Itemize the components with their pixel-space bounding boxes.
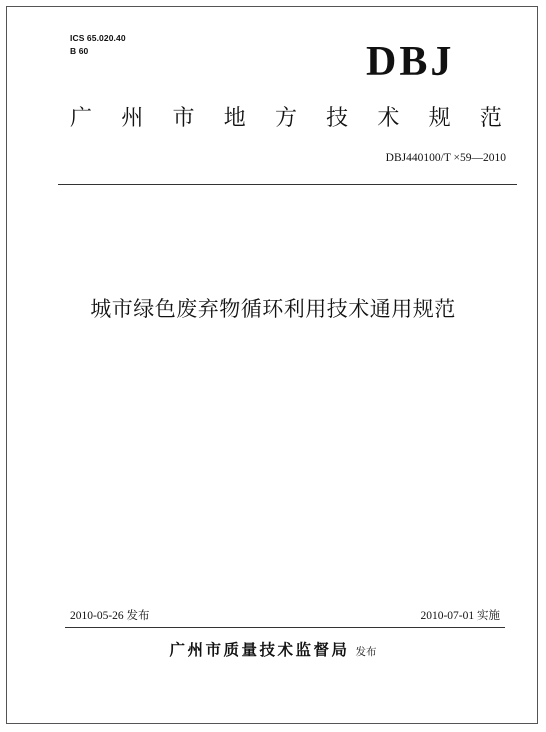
classification-codes xyxy=(70,32,126,58)
category-char: 广 xyxy=(70,106,93,131)
category-char: 方 xyxy=(274,106,297,131)
publisher-line xyxy=(0,638,546,660)
ics-code: ICS 65.020.40 xyxy=(70,33,126,43)
effective-date: 2010-07-01 实施 xyxy=(420,610,500,622)
standard-category xyxy=(70,104,502,134)
footer-divider xyxy=(65,627,505,628)
document-title: 城市绿色废弃物循环利用技术通用规范 xyxy=(90,297,456,321)
category-char: 范 xyxy=(479,106,502,131)
standard-number: DBJ440100/T ×59—2010 xyxy=(385,152,506,164)
category-char: 市 xyxy=(172,106,195,131)
category-char: 技 xyxy=(326,106,349,131)
category-char: 术 xyxy=(377,106,400,131)
category-char: 州 xyxy=(121,106,144,131)
publish-label: 发布 xyxy=(355,646,377,658)
category-char: 地 xyxy=(223,106,246,131)
category-char: 规 xyxy=(428,106,451,131)
header-divider xyxy=(58,184,517,185)
dbj-logo: DBJ xyxy=(366,39,455,85)
class-code: B 60 xyxy=(70,46,89,56)
date-row xyxy=(70,608,500,624)
publisher-name: 广州市质量技术监督局 xyxy=(169,641,350,659)
issue-date: 2010-05-26 发布 xyxy=(70,610,150,622)
